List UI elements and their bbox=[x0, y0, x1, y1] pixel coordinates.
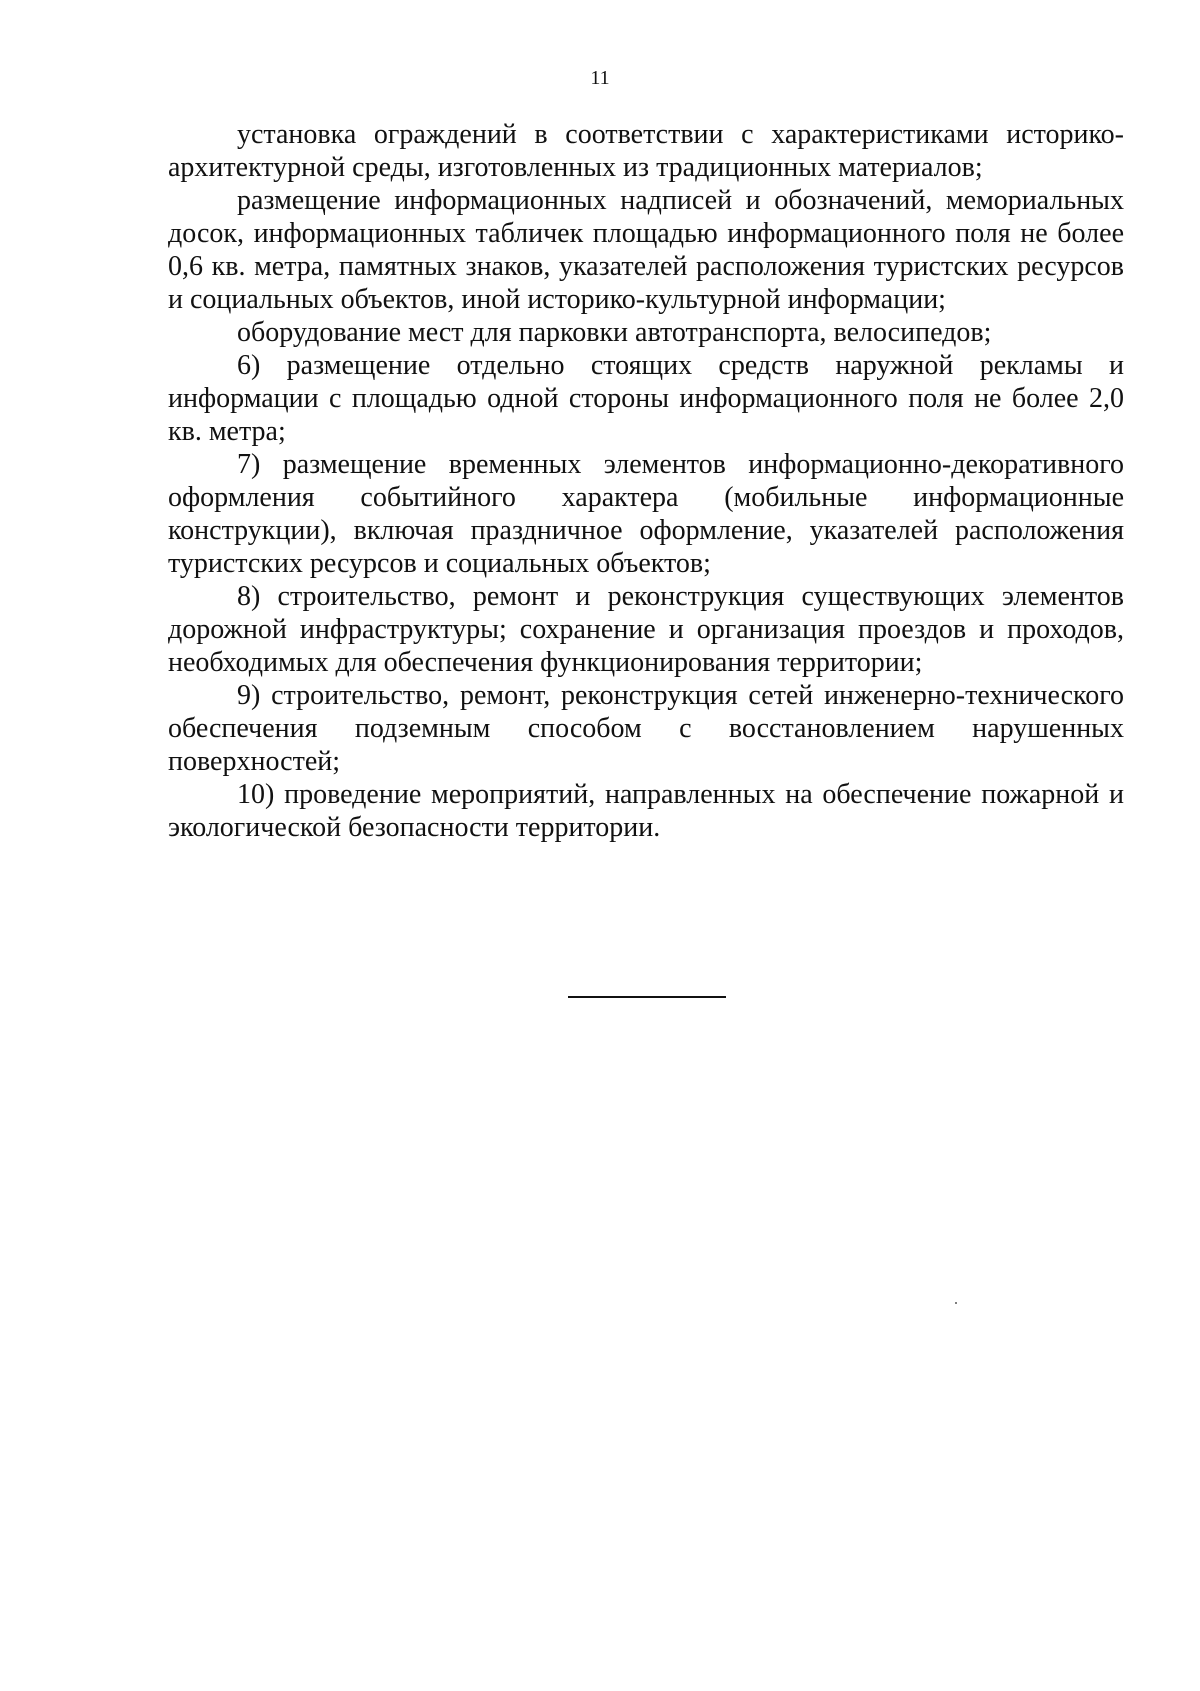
paragraph-item-6: 6) размещение отдельно стоящих средств наружной рекламы и информации с площадью одной стороны информационного поля не более 2,0 кв. метра; bbox=[168, 350, 1124, 447]
paragraph-information-signs: размещение информационных надписей и обозначений, мемориальных досок, информационных табличек площадью информационного поля не более 0,6 кв. метра, памятных знаков, указателей расположения туристских ресурсов и социальных объектов, иной историко-культурной информации; bbox=[168, 185, 1124, 315]
paragraph-item-9: 9) строительство, ремонт, реконструкция сетей инженерно-технического обеспечения подземным способом с восстановлением нарушенных поверхностей; bbox=[168, 680, 1124, 777]
page-number: 11 bbox=[590, 67, 610, 89]
paragraph-item-7: 7) размещение временных элементов информационно-декоративного оформления событийного характера (мобильные информационные конструкции), включая праздничное оформление, указателей расположения туристских ресурсов и социальных объектов; bbox=[168, 449, 1124, 579]
paragraph-parking: оборудование мест для парковки автотранспорта, велосипедов; bbox=[237, 317, 992, 348]
end-of-text-divider bbox=[568, 996, 726, 998]
scan-speck bbox=[955, 1302, 957, 1304]
document-body bbox=[168, 118, 1124, 844]
paragraph-fences: установка ограждений в соответствии с характеристиками историко-архитектурной среды, изготовленных из традиционных материалов; bbox=[168, 119, 1124, 183]
paragraph-item-8: 8) строительство, ремонт и реконструкция существующих элементов дорожной инфраструктуры; сохранение и организация проездов и проходов, необходимых для обеспечения функционирования территории; bbox=[168, 581, 1124, 678]
paragraph-item-10: 10) проведение мероприятий, направленных на обеспечение пожарной и экологической безопасности территории. bbox=[168, 779, 1124, 843]
